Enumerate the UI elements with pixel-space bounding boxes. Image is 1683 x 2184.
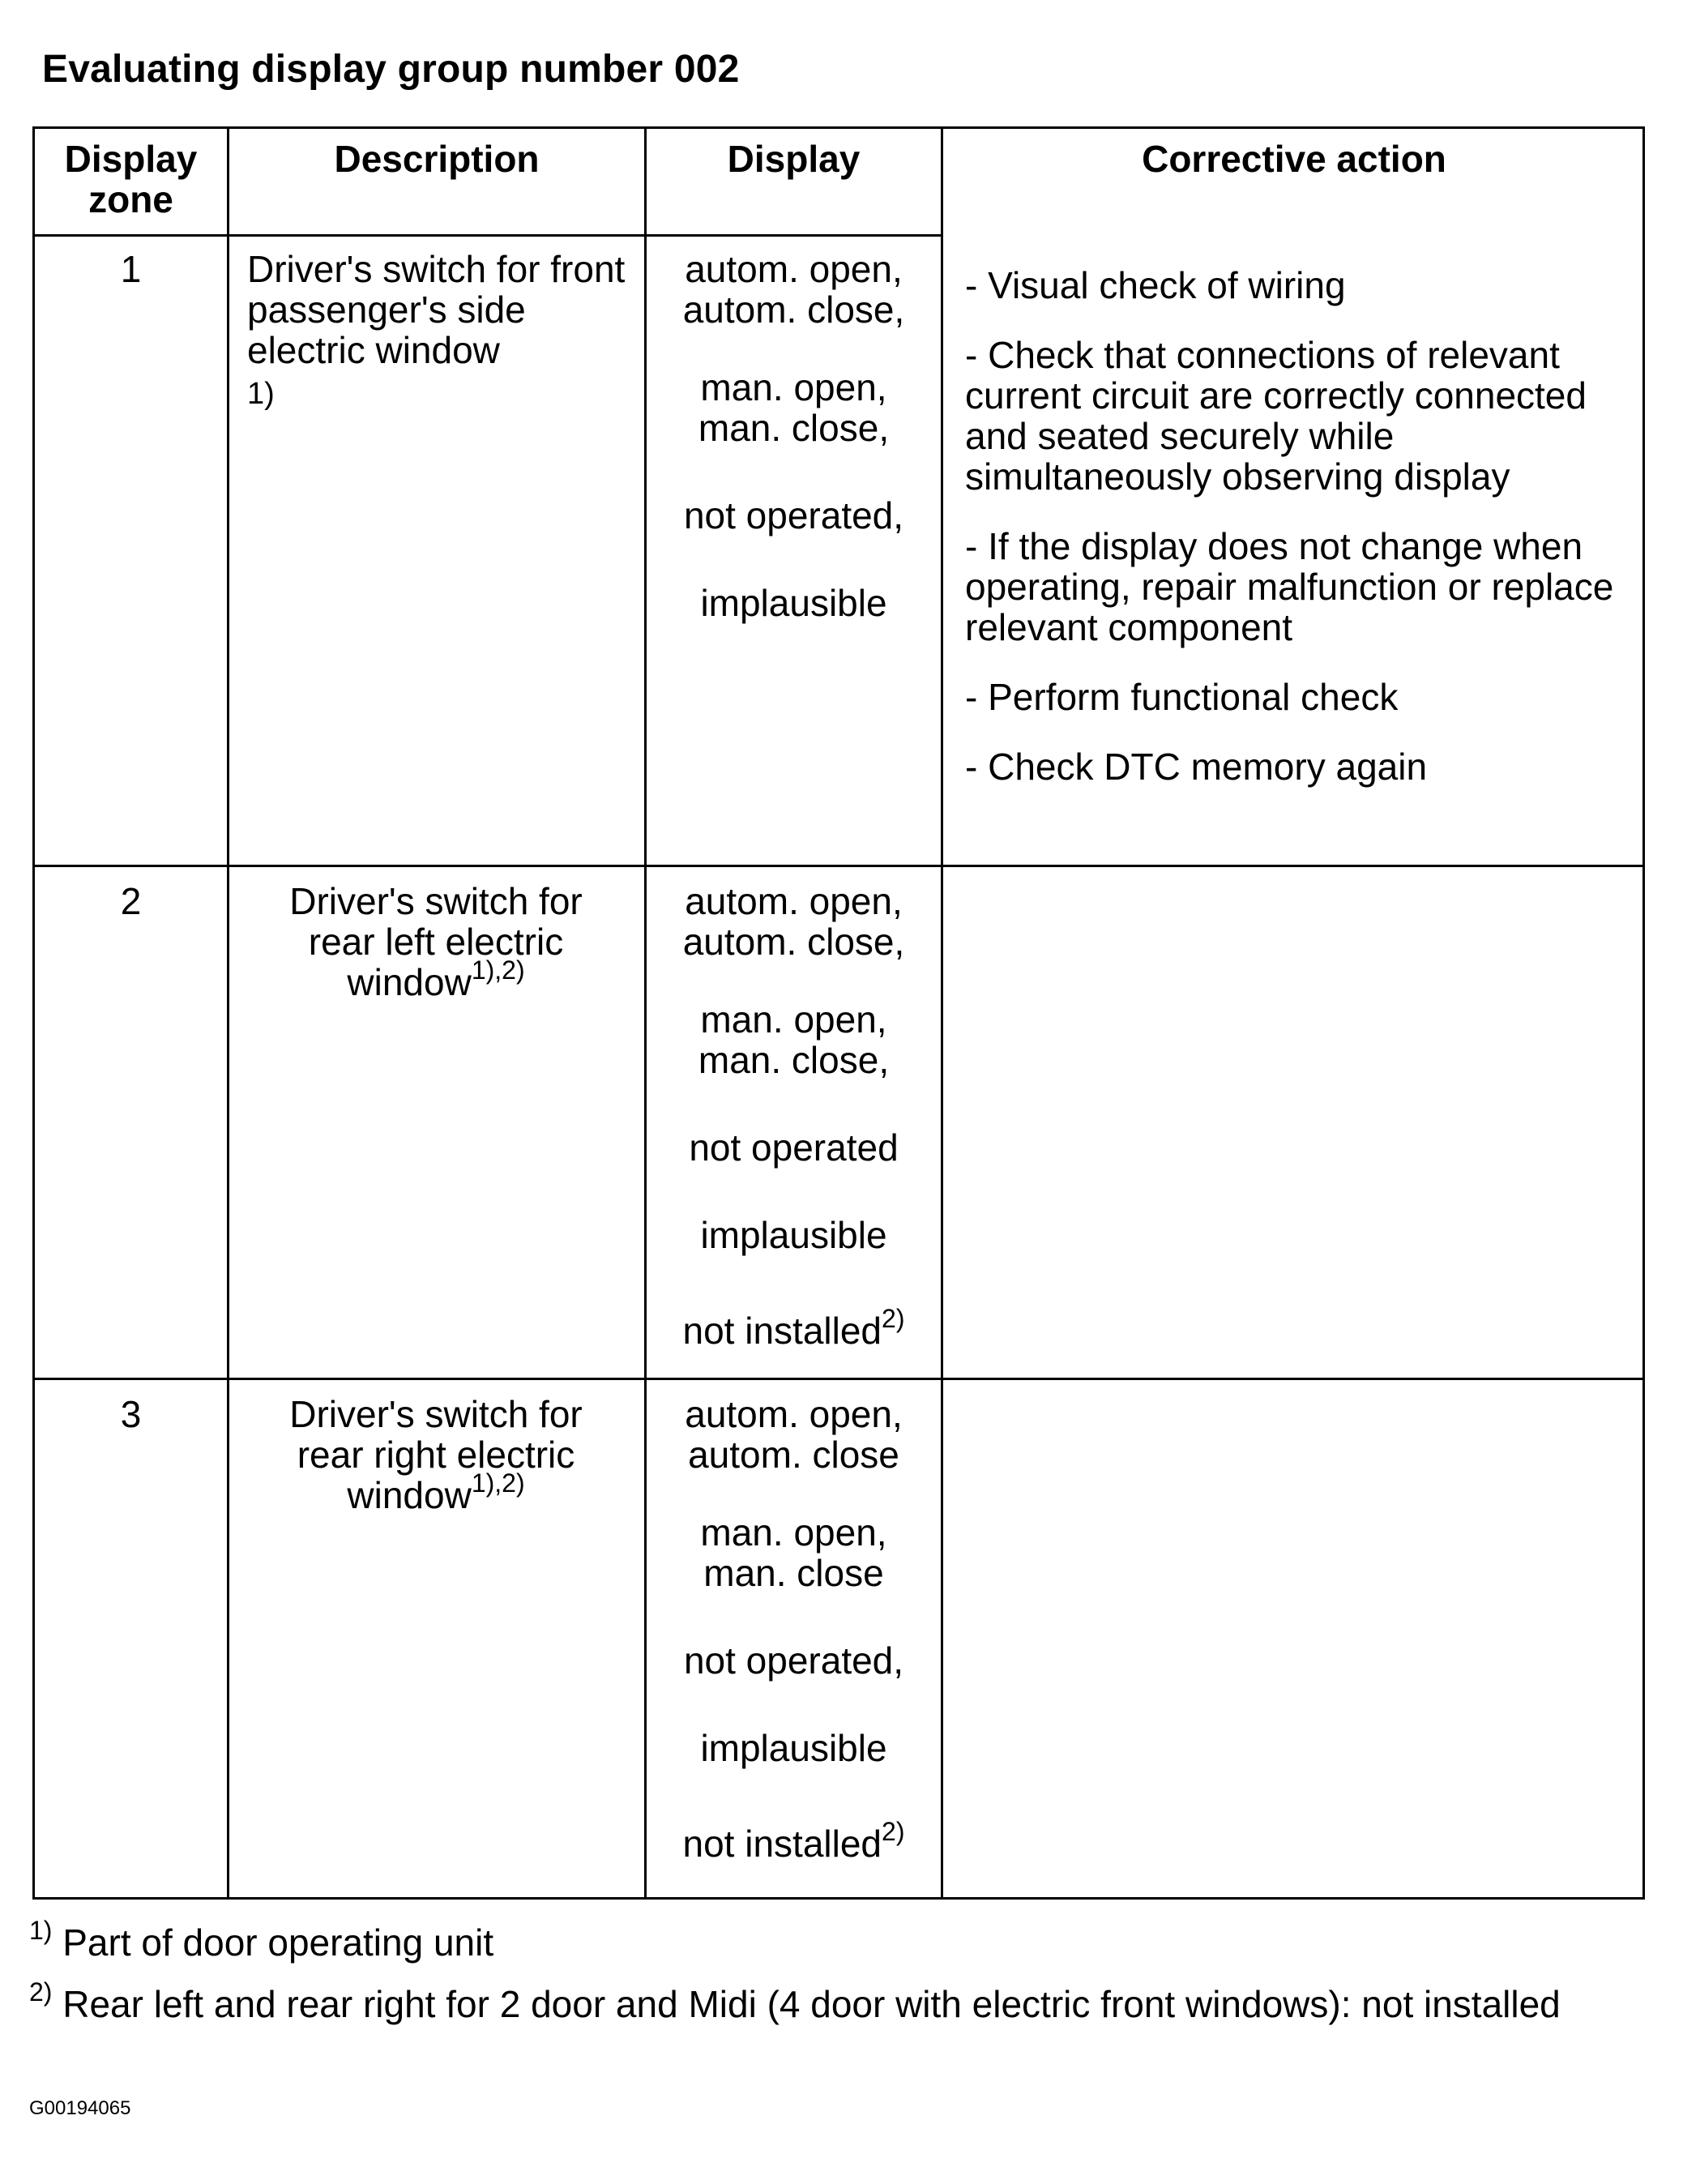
display-value: not installed: [682, 1823, 882, 1865]
row-3-description-text: Driver's switch for rear right electric window: [289, 1393, 583, 1516]
display-value: not operated,: [683, 494, 904, 536]
display-value: man. open, man. close: [700, 1511, 887, 1594]
row-1-description-note: 1): [247, 377, 275, 411]
header-display-zone: Display zone: [64, 138, 198, 220]
row-2-display: [647, 881, 941, 1351]
corrective-action-item: - If the display does not change when operating, repair malfunction or replace relevant component: [965, 525, 1614, 648]
display-value: not operated,: [683, 1639, 904, 1682]
row-1-display: [647, 249, 941, 623]
header-description: Description: [334, 138, 540, 180]
display-value: not installed: [682, 1310, 882, 1352]
display-value: man. open, man. close,: [698, 366, 890, 449]
footnote-text: Rear left and rear right for 2 door and Midi (4 door with electric front windows): not installed: [62, 1983, 1561, 2025]
display-value: not operated: [689, 1126, 899, 1169]
image-id: G00194065: [29, 2097, 131, 2119]
column-divider: [941, 129, 943, 1897]
corrective-action-list: [965, 265, 1638, 816]
row-2-description-text: Driver's switch for rear left electric window: [289, 880, 583, 1003]
corrective-action-item: - Perform functional check: [965, 676, 1399, 718]
footnote-text: Part of door operating unit: [62, 1921, 494, 1964]
display-value: implausible: [700, 1727, 887, 1769]
row-3-zone: 3: [120, 1393, 142, 1435]
display-note: 2): [882, 1817, 905, 1846]
display-value: autom. open, autom. close: [685, 1393, 903, 1476]
row-1-description-text: Driver's switch for front passenger's side electric window: [247, 248, 626, 371]
header-corrective-action: Corrective action: [1142, 138, 1446, 180]
header-display: Display: [727, 138, 861, 180]
column-divider: [227, 129, 229, 1897]
row-3-display: [647, 1394, 941, 1864]
row-3-description: [254, 1394, 618, 1515]
row-3-description-note: 1),2): [471, 1468, 525, 1498]
page-title: Evaluating display group number 002: [42, 48, 740, 91]
display-value: autom. open, autom. close,: [682, 248, 905, 331]
row-divider: [35, 865, 1642, 867]
row-1-zone: 1: [120, 248, 142, 290]
footnote-1: [29, 1916, 1642, 1964]
corrective-action-item: - Check DTC memory again: [965, 746, 1428, 788]
display-value-not-installed: [682, 1304, 905, 1352]
display-value: autom. open, autom. close,: [682, 880, 905, 963]
row-divider: [35, 1378, 1642, 1380]
display-value: implausible: [700, 1214, 887, 1256]
display-value: man. open, man. close,: [698, 998, 890, 1081]
row-2-description: [254, 881, 618, 1002]
row-1-description: [247, 249, 628, 414]
row-2-description-note: 1),2): [471, 955, 525, 985]
corrective-action-item: - Check that connections of relevant current circuit are correctly connected and seated securely while simultaneously observing display: [965, 334, 1587, 498]
display-value: implausible: [700, 582, 887, 624]
footnote-marker: 2): [29, 1977, 53, 2007]
footnote-marker: 1): [29, 1916, 53, 1945]
display-value-not-installed: [682, 1817, 905, 1865]
footnote-2: [29, 1977, 1601, 2025]
row-2-zone: 2: [120, 880, 142, 922]
display-group-table: [32, 126, 1645, 1900]
corrective-action-item: - Visual check of wiring: [965, 264, 1346, 306]
display-note: 2): [882, 1304, 905, 1333]
header-divider: [35, 234, 941, 237]
